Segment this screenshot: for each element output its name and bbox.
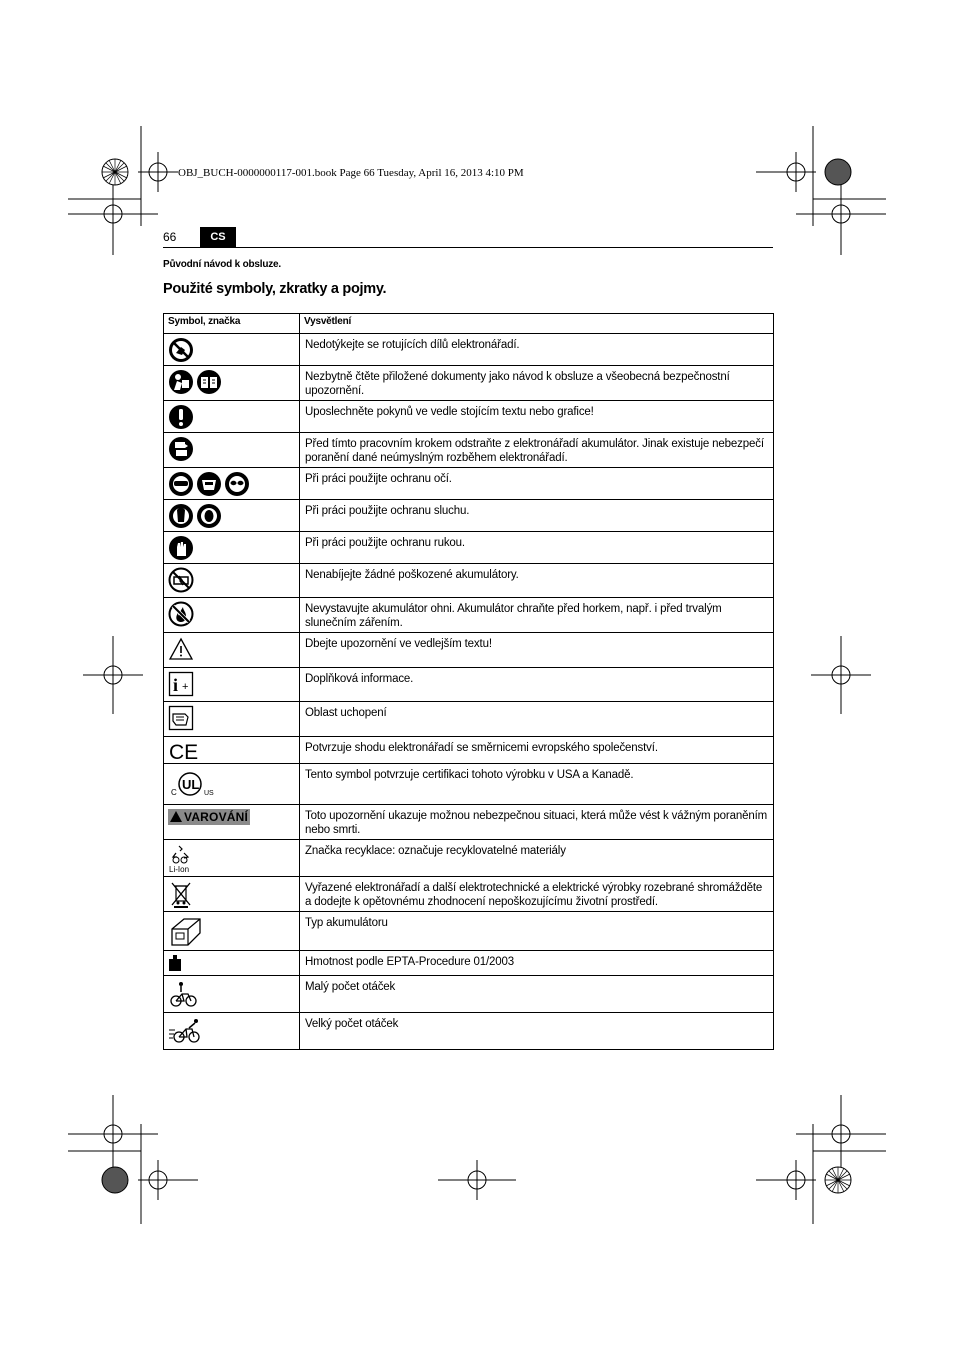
weight-icon xyxy=(168,954,184,972)
ce-text: CE xyxy=(169,741,198,762)
row-text: Před tímto pracovním krokem odstraňte z elektronářadí akumulátor. Jinak existuje nebezpečí poranění dané neúmyslným rozběhem elektronářadí. xyxy=(300,433,774,468)
exclamation-icon xyxy=(168,404,194,430)
table-row xyxy=(164,877,774,912)
row-text: Uposlechněte pokynů ve vedle stojícím textu nebo grafice! xyxy=(300,401,774,433)
row-text: Při práci použijte ochranu rukou. xyxy=(300,532,774,564)
row-text: Při práci použijte ochranu sluchu. xyxy=(300,500,774,532)
table-row xyxy=(164,598,774,633)
row-text: Velký počet otáček xyxy=(300,1013,774,1050)
ul-us-text: US xyxy=(204,790,214,797)
table-row xyxy=(164,976,774,1013)
row-text: Hmotnost podle EPTA-Procedure 01/2003 xyxy=(300,951,774,976)
table-row xyxy=(164,1013,774,1050)
ul-mark-icon xyxy=(168,767,218,801)
row-text: Značka recyklace: označuje recyklovatelné materiály xyxy=(300,840,774,877)
language-tag: CS xyxy=(200,227,236,247)
table-row xyxy=(164,433,774,468)
row-text: Nezbytně čtěte přiložené dokumenty jako návod k obsluze a všeobecná bezpečnostní upozornění. xyxy=(300,366,774,401)
face-shield-icon xyxy=(196,471,222,497)
header-rule xyxy=(163,247,773,248)
table-row xyxy=(164,668,774,702)
row-text: Potvrzuje shodu elektronářadí se směrnicemi evropského společenství. xyxy=(300,737,774,764)
table-row xyxy=(164,564,774,598)
table-row xyxy=(164,401,774,433)
info-icon xyxy=(168,671,194,697)
ear-muffs-icon xyxy=(196,503,222,529)
row-text: Nenabíjejte žádné poškozené akumulátory. xyxy=(300,564,774,598)
symbols-table xyxy=(163,313,774,1050)
table-row xyxy=(164,951,774,976)
table-row xyxy=(164,468,774,500)
info-i-text: i xyxy=(173,675,179,695)
section-heading: Použité symboly, zkratky a pojmy. xyxy=(163,281,387,297)
ul-c-text: C xyxy=(171,788,177,797)
recycling-icon xyxy=(168,843,194,875)
li-ion-text: Li-Ion xyxy=(169,865,190,874)
table-row xyxy=(164,737,774,764)
no-fire-icon xyxy=(168,601,194,627)
row-text: Nevystavujte akumulátor ohni. Akumulátor chraňte před horkem, např. i před trvalým slunečním zářením. xyxy=(300,598,774,633)
row-text: Vyřazené elektronářadí a další elektrotechnické a elektrické výrobky rozebrané shromážděte a dodejte k opětovnému zhodnocení nepoškozujícímu životní prostředí. xyxy=(300,877,774,912)
print-info: OBJ_BUCH-0000000117-001.book Page 66 Tuesday, April 16, 2013 4:10 PM xyxy=(178,167,524,179)
row-text: Malý počet otáček xyxy=(300,976,774,1013)
warning-triangle-icon xyxy=(168,636,194,662)
no-charge-damaged-icon xyxy=(168,567,194,593)
table-row xyxy=(164,633,774,668)
slow-speed-icon xyxy=(168,979,198,1009)
page-number: 66 xyxy=(163,230,177,244)
ul-text: UL xyxy=(182,777,200,792)
book-icon xyxy=(196,369,222,395)
table-row xyxy=(164,334,774,366)
info-plus-text: + xyxy=(182,681,189,693)
warning-triangle-small-icon xyxy=(170,811,182,822)
weee-icon xyxy=(168,880,194,908)
header-symbol: Symbol, značka xyxy=(164,314,300,334)
row-text: Tento symbol potvrzuje certifikaci tohoto výrobku v USA a Kanadě. xyxy=(300,764,774,805)
ce-mark-icon xyxy=(168,740,198,762)
table-row xyxy=(164,912,774,951)
table-row xyxy=(164,500,774,532)
goggles-icon xyxy=(224,471,250,497)
row-text: Dbejte upozornění ve vedlejším textu! xyxy=(300,633,774,668)
table-row xyxy=(164,840,774,877)
row-text: Toto upozornění ukazuje možnou nebezpečnou situaci, která může vést k vážným poraněním nebo smrti. xyxy=(300,805,774,840)
warning-word: VAROVÁNÍ xyxy=(184,810,249,824)
hearing-protection-icon xyxy=(168,503,194,529)
row-text: Typ akumulátoru xyxy=(300,912,774,951)
grip-area-icon xyxy=(168,705,194,731)
fast-speed-icon xyxy=(168,1016,202,1046)
row-text: Doplňková informace. xyxy=(300,668,774,702)
table-row xyxy=(164,366,774,401)
warning-label xyxy=(168,809,250,825)
table-row xyxy=(164,805,774,840)
table-row xyxy=(164,532,774,564)
remove-battery-icon xyxy=(168,436,194,462)
document-subtitle: Původní návod k obsluze. xyxy=(163,259,281,270)
eye-protection-icon xyxy=(168,471,194,497)
row-text: Nedotýkejte se rotujících dílů elektronářadí. xyxy=(300,334,774,366)
no-touch-rotating-icon xyxy=(168,337,194,363)
header-explanation: Vysvětlení xyxy=(300,314,774,334)
read-manual-icon xyxy=(168,369,194,395)
row-text: Při práci použijte ochranu očí. xyxy=(300,468,774,500)
table-row xyxy=(164,764,774,805)
battery-type-icon xyxy=(168,915,206,949)
row-text: Oblast uchopení xyxy=(300,702,774,737)
table-row xyxy=(164,702,774,737)
table-header-row xyxy=(164,314,774,334)
hand-protection-icon xyxy=(168,535,194,561)
